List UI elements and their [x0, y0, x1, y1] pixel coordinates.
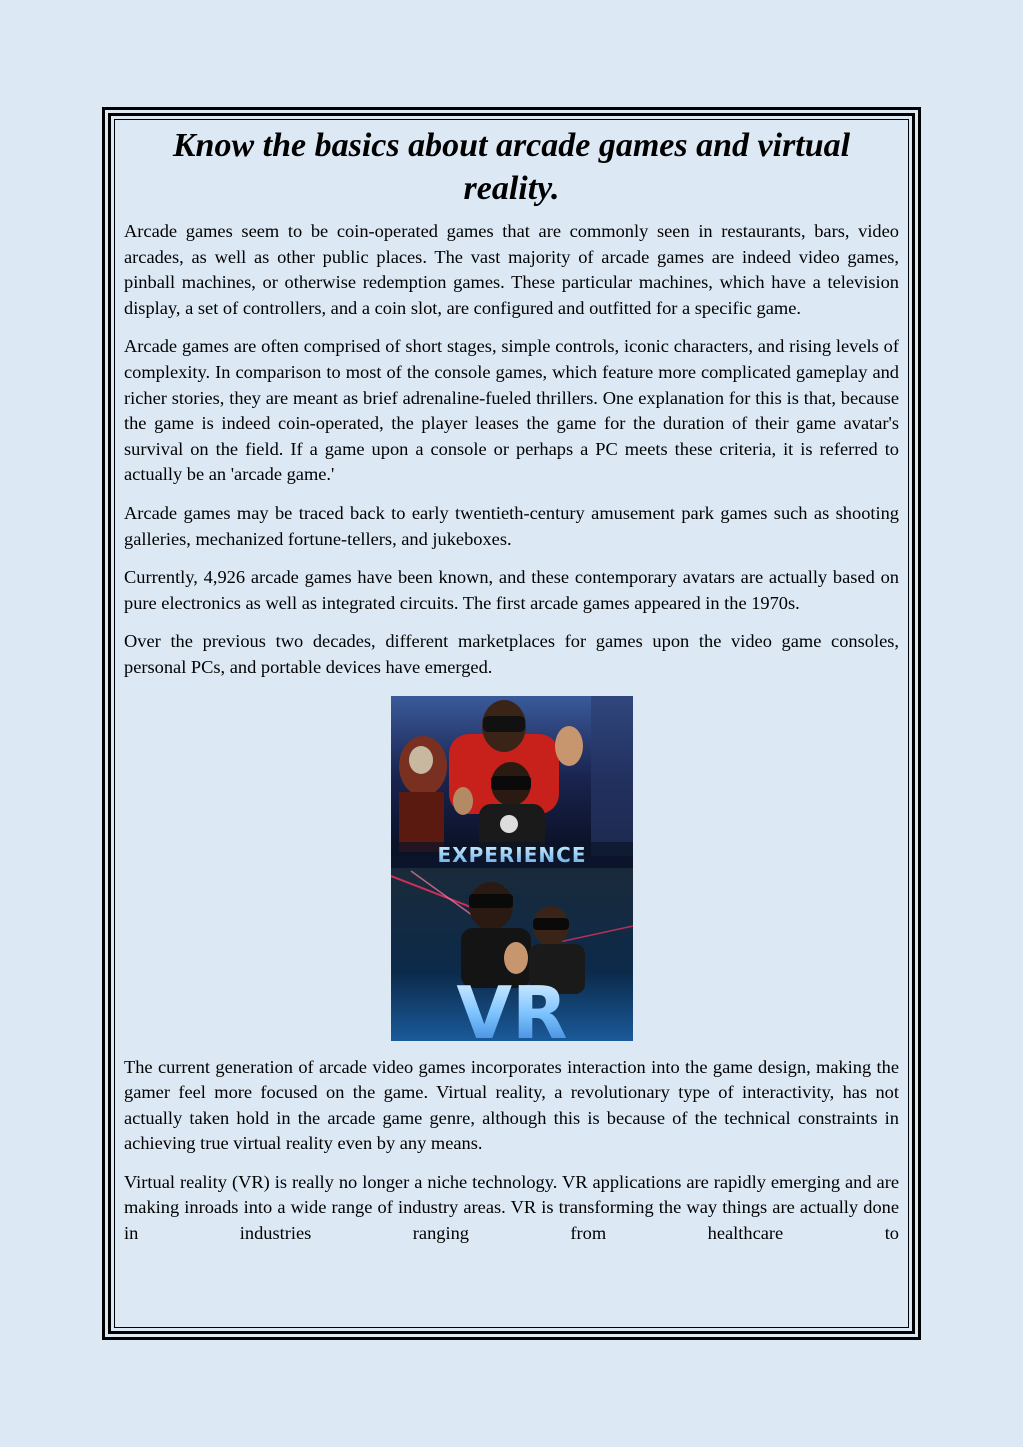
experience-banner-text: EXPERIENCE: [437, 842, 586, 867]
vr-big-text: VR: [455, 970, 568, 1041]
paragraph-vr-technology: Virtual reality (VR) is really no longer a niche technology. VR applications are rapidly emerging and are making inroads into a wide range of industry areas. VR is transforming the way things are actually done in industries ranging from healthcare to: [124, 1171, 899, 1244]
document-title: Know the basics about arcade games and virtual reality.: [172, 127, 851, 207]
paragraph-current-generation: The current generation of arcade video games incorporates interaction into the game design, making the gamer feel more focused on the game. Virtual reality, a revolutionary type of interactivity, has not actually taken hold in the arcade game genre, although this is because of the technical constraints in achieving true virtual reality even by any means.: [124, 1056, 899, 1154]
paragraph-marketplaces: Over the previous two decades, different marketplaces for games upon the video game consoles, personal PCs, and portable devices have emerged.: [124, 631, 899, 677]
paragraph-arcade-count: Currently, 4,926 arcade games have been known, and these contemporary avatars are actually based on pure electronics as well as integrated circuits. The first arcade games appeared in the 1970s.: [124, 567, 899, 613]
vr-experience-image: [391, 696, 633, 1041]
paragraph-arcade-characteristics: Arcade games are often comprised of short stages, simple controls, iconic characters, and rising levels of complexity. In comparison to most of the console games, which feature more complicated gameplay and richer stories, they are meant as brief adrenaline-fueled thrillers. One explanation for this is that, because the game is indeed coin-operated, the player leases the game for the duration of their game avatar's survival on the field. If a game upon a console or perhaps a PC meets these criteria, it is referred to actually be an 'arcade game.': [124, 336, 899, 485]
document-body: [124, 124, 899, 1260]
paragraph-arcade-definition: Arcade games seem to be coin-operated games that are commonly seen in restaurants, bars, video arcades, as well as other public places. The vast majority of arcade games are indeed video games, pinball machines, or otherwise redemption games. These particular machines, which have a television display, a set of controllers, and a coin slot, are configured and outfitted for a specific game.: [124, 221, 899, 318]
paragraph-arcade-history: Arcade games may be traced back to early twentieth-century amusement park games such as shooting galleries, mechanized fortune-tellers, and jukeboxes.: [124, 502, 899, 549]
